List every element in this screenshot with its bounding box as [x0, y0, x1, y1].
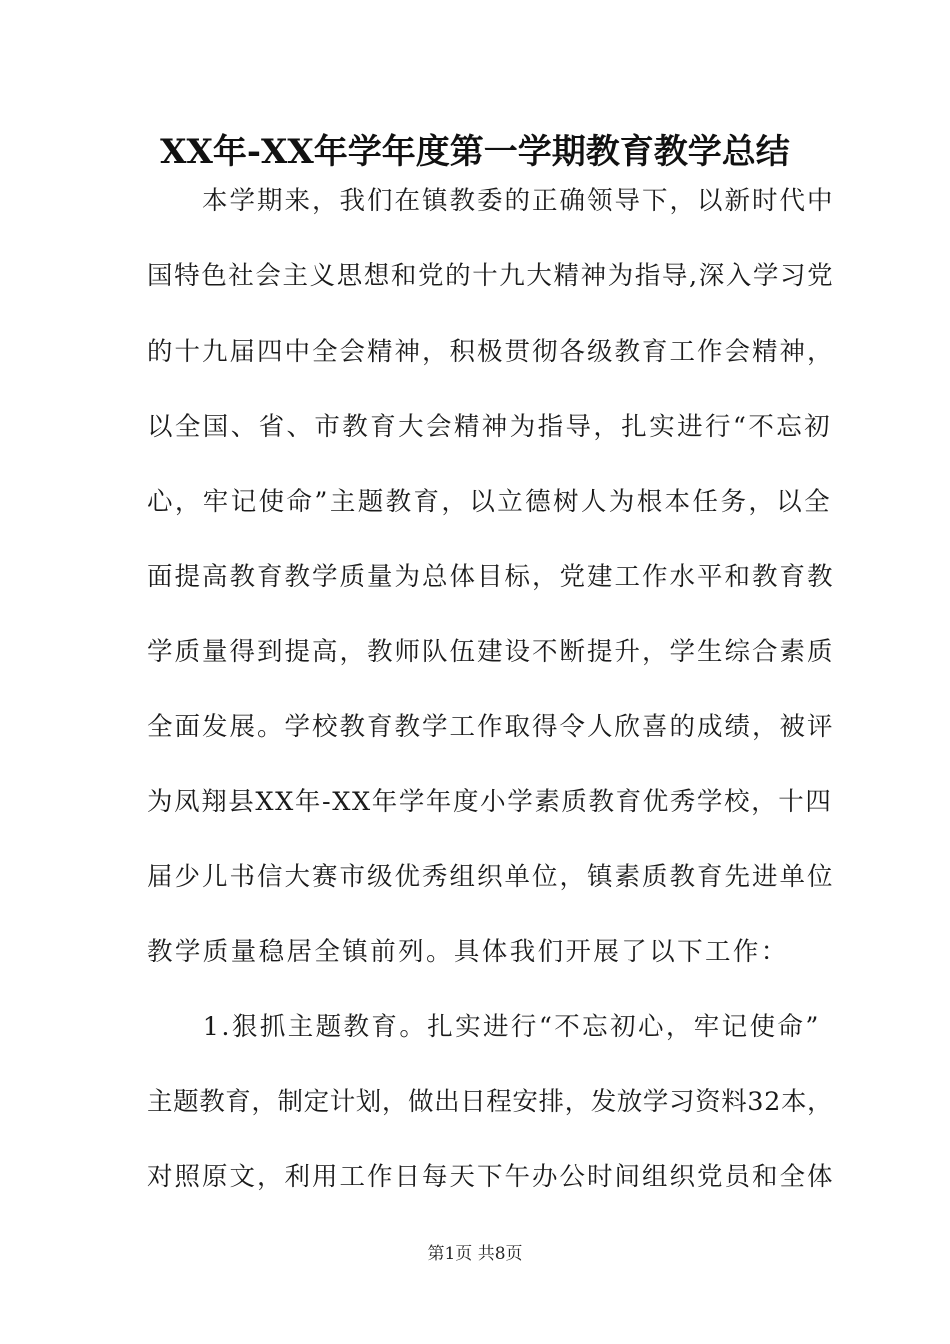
body-line: 心，牢记使命”主题教育，以立德树人为根本任务，以全 [147, 487, 833, 517]
body-line: 本学期来，我们在镇教委的正确领导下，以新时代中 [147, 186, 835, 216]
body-line: 1.狠抓主题教育。扎实进行“不忘初心，牢记使命” [147, 1012, 821, 1042]
body-line: 届少儿书信大赛市级优秀组织单位，镇素质教育先进单位 [147, 862, 835, 892]
body-line: 的十九届四中全会精神，积极贯彻各级教育工作会精神， [147, 337, 835, 367]
page-footer: 第1页 共8页 [427, 1244, 523, 1264]
body-line: 对照原文，利用工作日每天下午办公时间组织党员和全体 [147, 1162, 835, 1192]
body-line: 为凤翔县XX年-XX年学年度小学素质教育优秀学校，十四 [147, 787, 833, 817]
document-title: XX年-XX年学年度第一学期教育教学总结 [160, 132, 790, 172]
body-line: 主题教育，制定计划，做出日程安排，发放学习资料32本， [147, 1087, 834, 1117]
body-line: 以全国、省、市教育大会精神为指导，扎实进行“不忘初 [147, 412, 833, 442]
body-line: 面提高教育教学质量为总体目标，党建工作水平和教育教 [147, 562, 835, 592]
body-line: 学质量得到提高，教师队伍建设不断提升，学生综合素质 [147, 637, 835, 667]
body-line: 教学质量稳居全镇前列。具体我们开展了以下工作： [147, 937, 789, 967]
body-line: 国特色社会主义思想和党的十九大精神为指导,深入学习党 [147, 261, 835, 291]
body-line: 全面发展。学校教育教学工作取得令人欣喜的成绩，被评 [147, 712, 835, 742]
